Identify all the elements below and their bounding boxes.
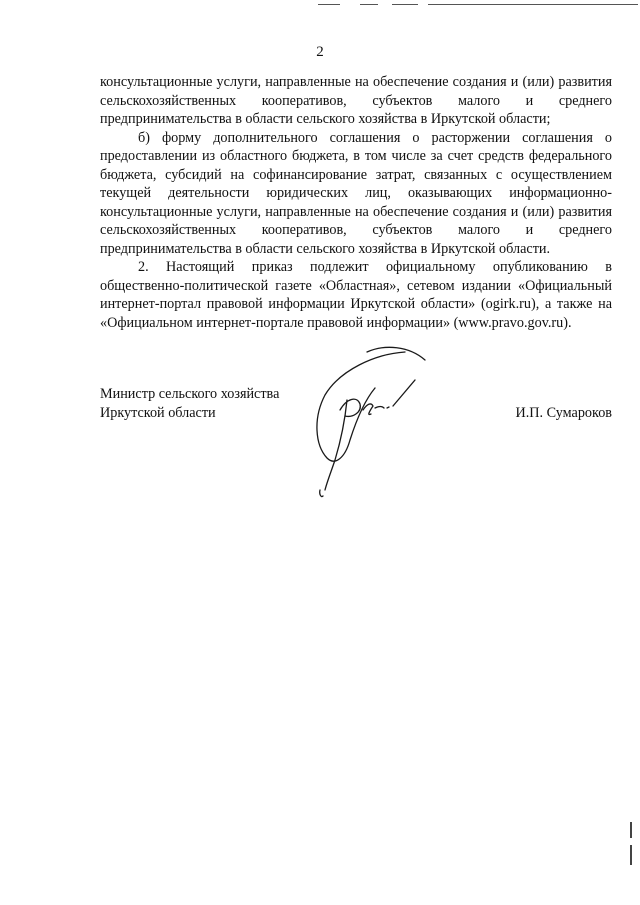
scan-edge-mark bbox=[630, 822, 632, 838]
scan-edge-mark bbox=[630, 845, 632, 865]
position-line-2: Иркутской области bbox=[100, 405, 216, 421]
position-line-1: Министр сельского хозяйства bbox=[100, 386, 280, 402]
signatory-name: И.П. Сумароков bbox=[515, 405, 612, 421]
page-number: 2 bbox=[316, 44, 324, 60]
document-body bbox=[100, 73, 612, 332]
paragraph-item-2: 2. Настоящий приказ подлежит официальному опубликованию в общественно-политической газете «Областная», сетевом издании «Официальный интернет-портал правовой информации Иркутской области» (ogirk.ru), а также на «Официальном интернет-портале правовой информации» (www.pravo.gov.ru). bbox=[100, 259, 612, 331]
handwritten-signature bbox=[305, 340, 435, 500]
paragraph-item-b: б) форму дополнительного соглашения о расторжении соглашения о предоставлении из областного бюджета, в том числе за счет средств федерального бюджета, субсидий на софинансирование затрат, связанных с осуществлением текущей деятельности юридических лиц, оказывающих информационно-консультационные услуги, направленные на обеспечение создания и (или) развития сельскохозяйственных кооперативов, субъектов малого и среднего предпринимательства в области сельского хозяйства в Иркутской области. bbox=[100, 129, 612, 257]
scan-artifact-lines bbox=[0, 0, 640, 8]
paragraph-continuation: консультационные услуги, направленные на обеспечение создания и (или) развития сельскохозяйственных кооперативов, субъектов малого и среднего предпринимательства в области сельского хозяйства в Иркутской области; bbox=[100, 74, 612, 127]
